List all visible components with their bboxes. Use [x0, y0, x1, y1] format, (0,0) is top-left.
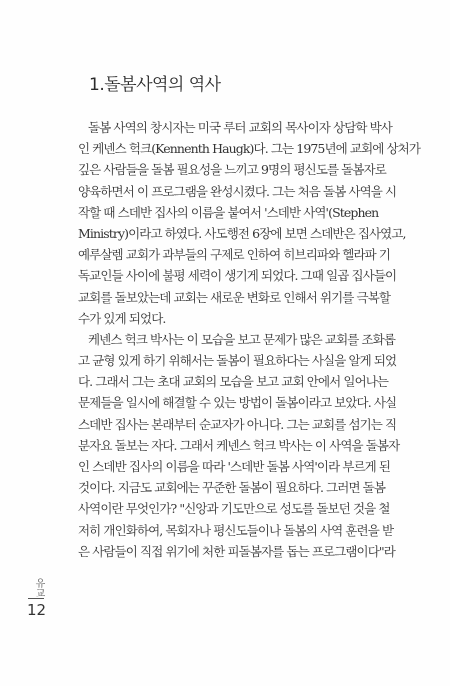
text-line: 케넨스 헉크 박사는 이 모습을 보고 문제가 많은 교회를 조화롭: [88, 331, 396, 347]
text-line: 분자요 돌보는 자다. 그래서 케넨스 헉크 박사는 이 사역을 돌봄자: [78, 437, 400, 453]
text-line: 독교인들 사이에 불평 세력이 생기게 되었다. 그때 일곱 집사들이: [78, 268, 397, 284]
text-line: 고 균형 있게 하기 위해서는 돌봄이 필요하다는 사실을 알게 되었: [78, 353, 397, 369]
body-text: [78, 117, 421, 562]
text-line: 양육하면서 이 프로그램을 완성시켰다. 그는 처음 돌봄 사역을 시: [78, 183, 397, 199]
text-line: 문제들을 일시에 해결할 수 있는 방법이 돌봄이라고 보았다. 사실: [78, 395, 397, 411]
text-line: Ministry)이라고 하였다. 사도행전 6장에 보면 스데반은 집사였고,: [78, 225, 406, 241]
text-line: 다. 그래서 그는 초대 교회의 모습을 보고 교회 안에서 일어나는: [78, 374, 389, 390]
text-line: 예루살렘 교회가 과부들의 구제로 인하여 히브리파와 헬라파 기: [78, 247, 391, 263]
text-line: 깊은 사람들을 돌봄 필요성을 느끼고 9명의 평신도를 돌봄자로: [78, 162, 386, 178]
text-line: 스데반 집사는 본래부터 순교자가 아니다. 그는 교회를 섬기는 직: [78, 416, 397, 432]
section-title: 1.돌봄사역의 역사: [89, 75, 221, 95]
text-line: 인 케넨스 헉크(Kennenth Haugk)다. 그는 1975년에 교회에 상처가: [78, 141, 421, 157]
page-number-divider: [28, 598, 44, 599]
text-line: 수가 있게 되었다.: [78, 310, 166, 326]
text-line: 은 사람들이 직접 위기에 처한 피돌봄자를 돕는 프로그램이다"라: [78, 543, 395, 559]
page-number: 12: [27, 601, 47, 619]
text-line: 교회를 돌보았는데 교회는 새로운 변화로 인해서 위기를 극복할: [78, 289, 391, 305]
text-line: 저히 개인화하여, 목회자나 평신도들이나 돌봄의 사역 훈련을 받: [78, 522, 394, 538]
text-line: 것이다. 지금도 교회에는 꾸준한 돌봄이 필요하다. 그러면 돌봄: [78, 480, 386, 496]
text-line: 사역이란 무엇인가? "신앙과 기도만으로 성도를 돌보던 것을 철: [78, 501, 390, 517]
running-header-label: 유교: [33, 578, 44, 598]
text-line: 인 스데반 집사의 이름을 따라 '스데반 돌봄 사역'이라 부르게 된: [78, 459, 391, 474]
text-line: 돌봄 사역의 창시자는 미국 루터 교회의 목사이자 상담학 박사: [88, 120, 392, 135]
text-line: 작할 때 스데반 집사의 이름을 붙여서 '스데반 사역'(Stephen: [78, 204, 379, 220]
